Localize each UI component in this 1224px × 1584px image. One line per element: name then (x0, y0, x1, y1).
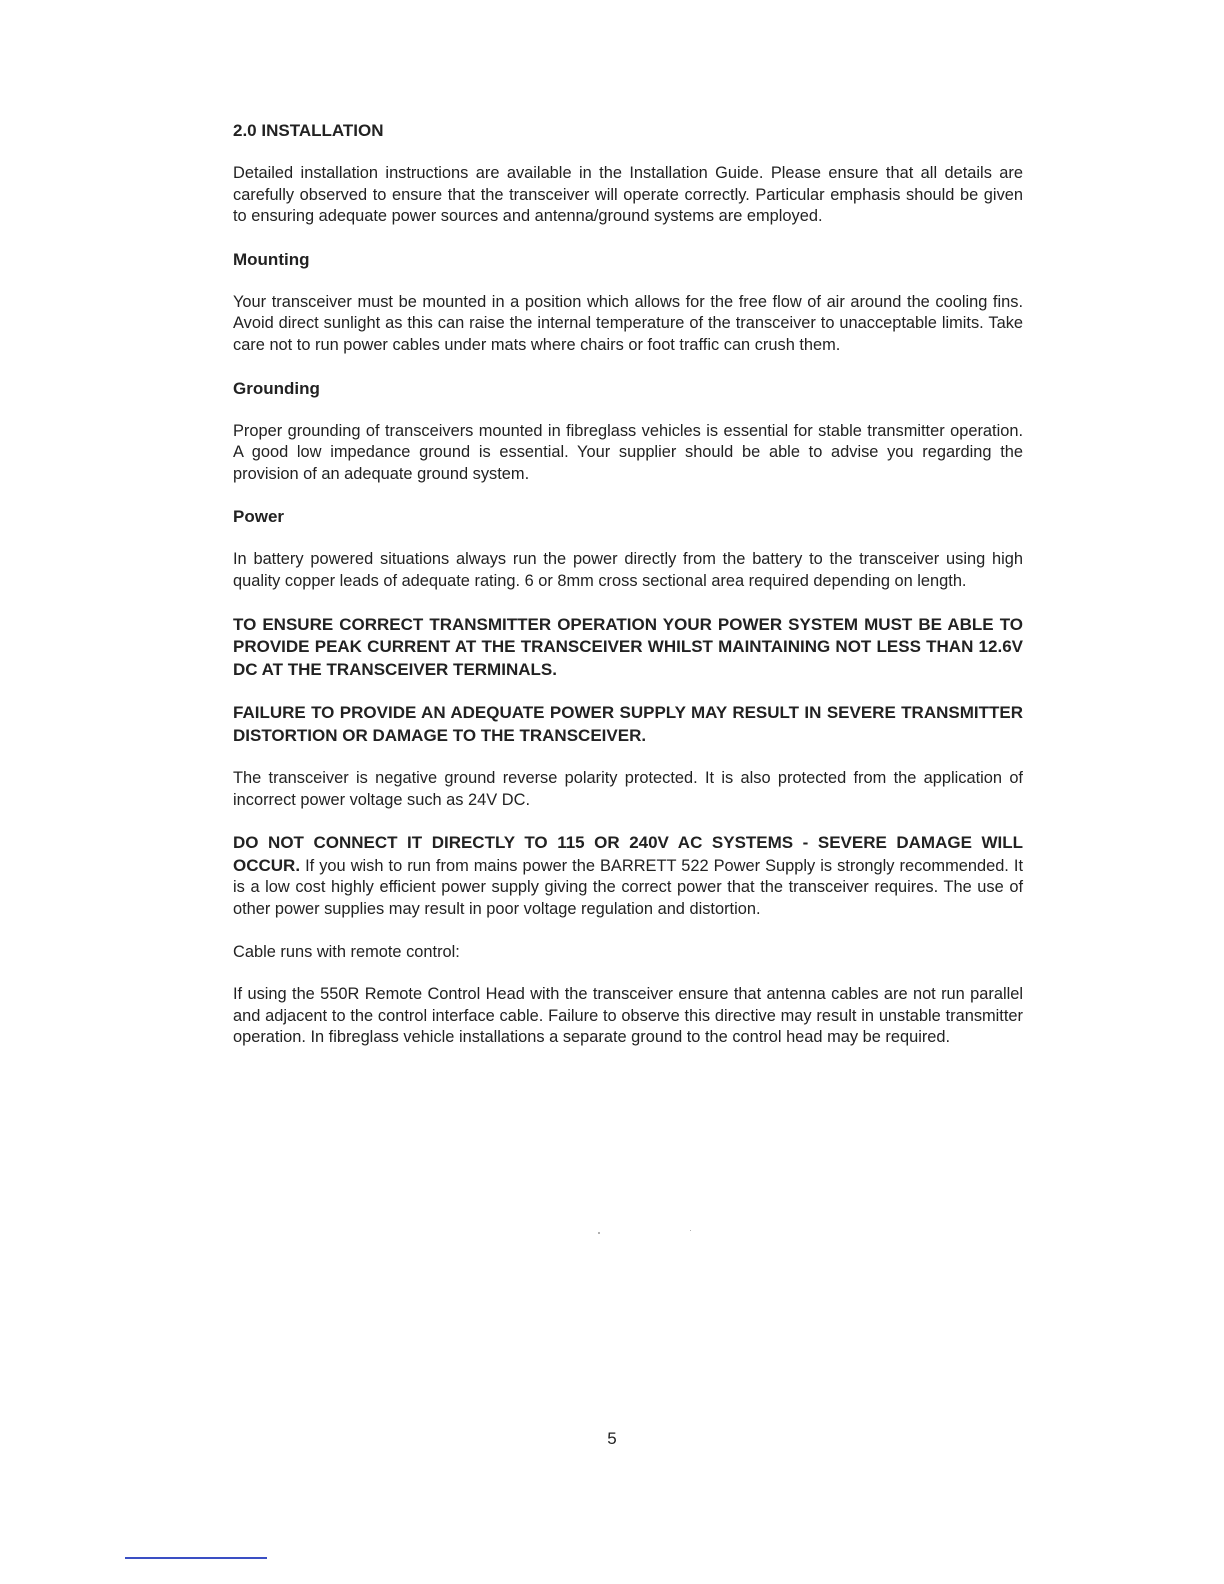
mounting-paragraph: Your transceiver must be mounted in a position which allows for the free flow of air around the cooling fins. Avoid direct sunlight as this can raise the internal temperature of the transceiver to unacceptable limits. Take care not to run power cables under mats where chairs or foot traffic can crush them. (233, 292, 1023, 354)
footer-rule (125, 1557, 267, 1559)
ac-warning-text: DO NOT CONNECT IT DIRECTLY TO 115 OR 240V AC SYSTEMS - SEVERE DAMAGE WILL OCCUR. (233, 833, 1023, 875)
scan-speck (598, 1232, 600, 1234)
polarity-paragraph: The transceiver is negative ground reverse polarity protected. It is also protected from the application of incorrect power voltage such as 24V DC. (233, 769, 1023, 809)
grounding-paragraph: Proper grounding of transceivers mounted in fibreglass vehicles is essential for stable transmitter operation. A good low impedance ground is essential. Your supplier should be able to advise you regarding the provision of an adequate ground system. (233, 421, 1023, 483)
mounting-heading: Mounting (233, 249, 310, 269)
cable-runs-paragraph: If using the 550R Remote Control Head with the transceiver ensure that antenna cables are not run parallel and adjacent to the control interface cable. Failure to observe this directive may result in unstable transmitter operation. In fibreglass vehicle installations a separate ground to the control head may be required. (233, 985, 1023, 1047)
power-warning-peak-current: TO ENSURE CORRECT TRANSMITTER OPERATION YOUR POWER SYSTEM MUST BE ABLE TO PROVIDE PEAK CURRENT AT THE TRANSCEIVER WHILST MAINTAINING NOT LESS THAN 12.6V DC AT THE TRANSCEIVER TERMINALS. (233, 614, 1023, 679)
page-number: 5 (607, 1429, 617, 1448)
power-warning-failure: FAILURE TO PROVIDE AN ADEQUATE POWER SUPPLY MAY RESULT IN SEVERE TRANSMITTER DISTORTION OR DAMAGE TO THE TRANSCEIVER. (233, 703, 1023, 745)
grounding-heading: Grounding (233, 378, 320, 398)
section-title: 2.0 INSTALLATION (233, 121, 384, 140)
power-heading: Power (233, 507, 285, 527)
cable-runs-heading: Cable runs with remote control: (233, 942, 460, 961)
power-paragraph: In battery powered situations always run the power directly from the battery to the transceiver using high quality copper leads of adequate rating. 6 or 8mm cross sectional area required depending on length. (233, 550, 1023, 590)
ac-body-text: If you wish to run from mains power the BARRETT 522 Power Supply is strongly recommended. It is a low cost highly efficient power supply giving the correct power that the transceiver requires. The use of other power supplies may result in poor voltage regulation and distortion. (233, 856, 1023, 918)
scan-speck (690, 1230, 691, 1231)
intro-paragraph: Detailed installation instructions are available in the Installation Guide. Please ensure that all details are carefully observed to ensure that the transceiver will operate correctly. Particular emphasis should be given to ensuring adequate power sources and antenna/ground systems are employed. (233, 164, 1023, 226)
ac-warning-paragraph (233, 832, 1023, 920)
page-content (233, 120, 1023, 1070)
